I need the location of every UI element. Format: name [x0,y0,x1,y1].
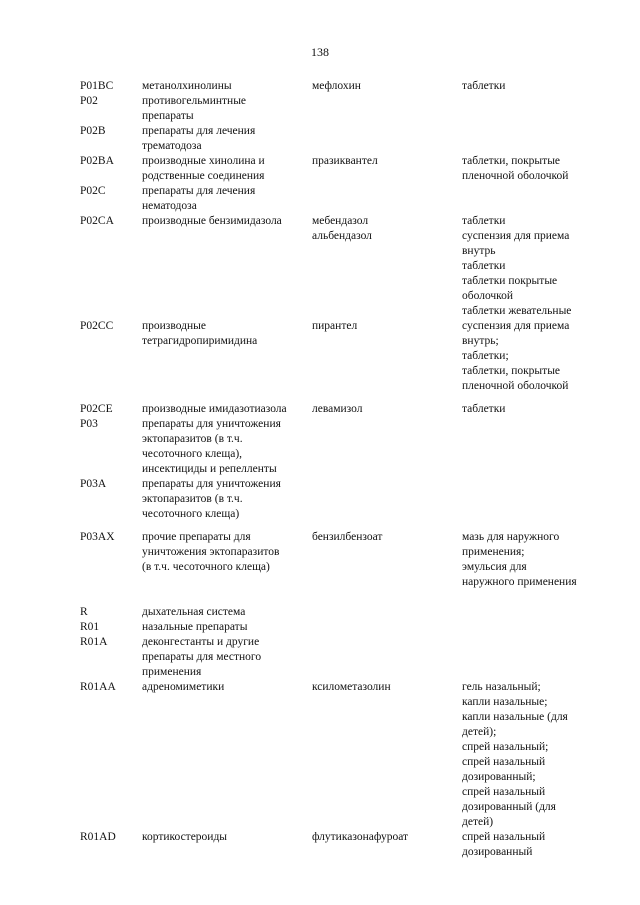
atc-code: R01AA [80,681,116,693]
group-name-line: прочие препараты для [142,531,251,543]
table-row [80,154,600,184]
page-number: 138 [311,45,329,59]
drug-name-cell [312,79,462,94]
dosage-form-line: таблетки, покрытые [462,155,561,167]
group-name-line: тетрагидропиримидина [142,335,258,347]
table-row [80,94,600,124]
atc-code: P03 [80,418,98,430]
group-name-line: препараты для лечения [142,125,256,137]
group-name-cell [142,319,312,349]
dosage-form-line: спрей назальный; [462,741,549,753]
drug-name-line: мебендазол [312,215,369,227]
dosage-form-line: применения; [462,546,525,558]
table-row [80,214,600,319]
dosage-form-line: таблетки, покрытые [462,365,561,377]
drug-name-cell [312,214,462,244]
drug-name-line: альбендазол [312,230,372,242]
dosage-form-line: капли назальные; [462,696,548,708]
dosage-form-line: таблетки [462,403,506,415]
dosage-form-line: таблетки покрытые [462,275,558,287]
table-row [80,319,600,394]
dosage-form-line: спрей назальный [462,786,546,798]
dosage-form-line: спрей назальный [462,831,546,843]
group-name-line: дыхательная система [142,606,246,618]
atc-code: P01BC [80,80,114,92]
group-name-line: препараты для уничтожения [142,478,281,490]
dosage-form-cell [462,530,600,590]
table-row [80,79,600,94]
atc-code: R [80,606,88,618]
dosage-form-line: дозированный; [462,771,536,783]
group-name-cell [142,402,312,417]
group-name-line: производные имидазотиазола [142,403,287,415]
group-name-line: уничтожения эктопаразитов [142,546,280,558]
group-name-line: препараты для местного [142,651,262,663]
group-name-line: препараты для лечения [142,185,256,197]
group-name-line: препараты для уничтожения [142,418,281,430]
dosage-form-line: суспензия для приема [462,320,570,332]
dosage-form-line: спрей назальный [462,756,546,768]
group-name-line: кортикостероиды [142,831,228,843]
dosage-form-line: оболочкой [462,290,514,302]
dosage-form-line: детей) [462,816,494,828]
group-name-line: адреномиметики [142,681,225,693]
table-row [80,124,600,154]
group-name-cell [142,680,312,695]
table-row [80,605,600,620]
dosage-form-line: таблетки [462,260,506,272]
drug-name-line: празиквантел [312,155,378,167]
group-name-cell [142,184,312,214]
group-name-cell [142,417,312,477]
atc-code: P03A [80,478,107,490]
table-row [80,417,600,477]
drug-name-line: мефлохин [312,80,361,92]
atc-code: P02CE [80,403,113,415]
dosage-form-line: внутрь [462,245,496,257]
table-row [80,830,600,860]
atc-code: R01A [80,636,108,648]
group-name-line: инсектициды и репелленты [142,463,277,475]
group-name-line: чесоточного клеща), [142,448,243,460]
group-name-cell [142,530,312,575]
dosage-form-line: детей); [462,726,497,738]
dosage-form-cell [462,402,600,417]
dosage-form-line: пленочной оболочкой [462,380,569,392]
dosage-form-cell [462,319,600,394]
atc-code: R01 [80,621,100,633]
group-name-line: производные хинолина и [142,155,265,167]
atc-code: P02B [80,125,106,137]
dosage-form-line: капли назальные (для [462,711,568,723]
drug-name-line: флутиказонафуроат [312,831,409,843]
drug-name-cell [312,154,462,169]
dosage-form-line: таблетки [462,80,506,92]
group-name-line: эктопаразитов (в т.ч. [142,433,243,445]
dosage-form-line: суспензия для приема [462,230,570,242]
dosage-form-line: таблетки; [462,350,509,362]
group-name-cell [142,635,312,680]
group-name-line: метанолхинолины [142,80,232,92]
drug-name-cell [312,530,462,545]
dosage-form-line: наружного применения [462,576,577,588]
group-name-line: противогельминтные [142,95,247,107]
drug-name-line: пирантел [312,320,358,332]
dosage-form-cell [462,680,600,830]
dosage-form-line: эмульсия для [462,561,527,573]
atc-code: P02CC [80,320,114,332]
group-name-cell [142,214,312,229]
drug-name-cell [312,830,462,845]
group-name-line: чесоточного клеща) [142,508,240,520]
table-row [80,402,600,417]
drug-name-line: бензилбензоат [312,531,383,543]
atc-code: P02C [80,185,106,197]
atc-code: P03AX [80,531,115,543]
table-row [80,620,600,635]
table-row [80,184,600,214]
group-name-cell [142,605,312,620]
group-name-cell [142,154,312,184]
group-name-line: эктопаразитов (в т.ч. [142,493,243,505]
dosage-form-cell [462,79,600,94]
drug-name-line: левамизол [312,403,363,415]
group-name-line: препараты [142,110,194,122]
group-name-cell [142,94,312,124]
table-row [80,635,600,680]
dosage-form-line: дозированный [462,846,533,858]
drug-name-cell [312,680,462,695]
group-name-line: назальные препараты [142,621,248,633]
dosage-form-line: таблетки жевательные [462,305,572,317]
drug-classification-table [80,79,600,860]
dosage-form-cell [462,214,600,319]
dosage-form-line: внутрь; [462,335,499,347]
group-name-line: родственные соединения [142,170,265,182]
group-name-line: деконгестанты и другие [142,636,260,648]
group-name-cell [142,79,312,94]
table-row [80,530,600,590]
group-name-line: нематодоза [142,200,197,212]
dosage-form-line: гель назальный; [462,681,541,693]
atc-code: P02CA [80,215,114,227]
drug-name-line: ксилометазолин [312,681,391,693]
group-name-line: производные [142,320,206,332]
group-name-cell [142,620,312,635]
group-name-cell [142,477,312,522]
dosage-form-line: дозированный (для [462,801,556,813]
dosage-form-cell [462,154,600,184]
atc-code: P02 [80,95,98,107]
drug-name-cell [312,319,462,334]
drug-name-cell [312,402,462,417]
dosage-form-cell [462,830,600,860]
group-name-cell [142,124,312,154]
dosage-form-line: пленочной оболочкой [462,170,569,182]
group-name-line: (в т.ч. чесоточного клеща) [142,561,270,573]
dosage-form-line: мазь для наружного [462,531,560,543]
group-name-line: производные бензимидазола [142,215,282,227]
group-name-line: применения [142,666,202,678]
atc-code: P02BA [80,155,114,167]
table-row [80,477,600,522]
table-row [80,680,600,830]
dosage-form-line: таблетки [462,215,506,227]
group-name-line: трематодоза [142,140,202,152]
group-name-cell [142,830,312,845]
atc-code: R01AD [80,831,116,843]
